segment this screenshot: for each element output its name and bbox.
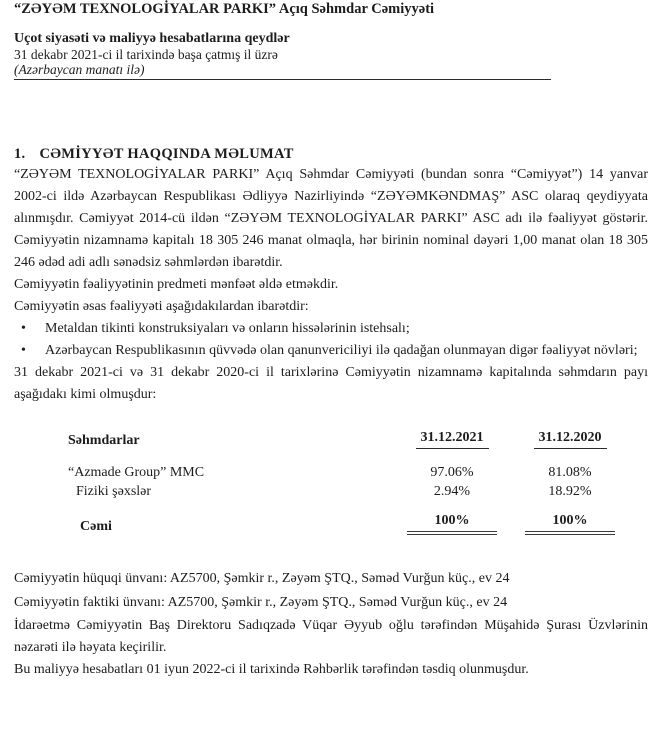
bullet-item bbox=[14, 340, 648, 362]
total-2021: 100% bbox=[407, 513, 497, 535]
table-row bbox=[68, 463, 615, 482]
address-block bbox=[14, 567, 648, 615]
share-2021: 97.06% bbox=[430, 465, 474, 480]
bullet-text: Metaldan tikinti konstruksiyaları və onların hissələrinin istehsalı; bbox=[45, 321, 410, 336]
table-header-2021: 31.12.2021 bbox=[407, 430, 497, 449]
share-2020: 18.92% bbox=[548, 484, 592, 499]
share-2020: 81.08% bbox=[548, 465, 592, 480]
table-total-row bbox=[68, 513, 615, 535]
paragraph-company-info: “ZƏYƏM TEXNOLOGİYALAR PARKI” Açıq Səhmdar Cəmiyyəti (bundan sonra “Cəmiyyət”) 14 yanvar 2002-ci ildə Azərbaycan Respublikası Ədliyyə Nazirliyində “ZƏYƏMKƏNDMAŞ” ASC olaraq qeydiyyata alınmışdır. Cəmiyyət 2014-cü ildən “ZƏYƏM TEXNOLOGİYALAR PARKI” ASC adı ilə fəaliyyət göstərir. Cəmiyyətin nizamnamə kapitalı 18 305 246 manat olmaqla, hər birinin nominal dəyəri 1,00 manat olan 18 305 246 ədəd adi adlı sənədsiz səhmlərdən ibarətdir. bbox=[14, 167, 648, 270]
table-spacer bbox=[68, 449, 615, 463]
section-number: 1. bbox=[14, 146, 26, 162]
document-header bbox=[14, 0, 648, 80]
shareholder-name: “Azmade Group” MMC bbox=[68, 465, 205, 480]
total-label: Cəmi bbox=[80, 519, 112, 534]
company-title: “ZƏYƏM TEXNOLOGİYALAR PARKI” Açıq Səhmdar Cəmiyyəti bbox=[14, 1, 435, 17]
report-meta bbox=[14, 31, 648, 80]
paragraph-approval: Bu maliyyə hesabatları 01 iyun 2022-ci il tarixində Rəhbərlik tərəfindən təsdiq olunmuşdur. bbox=[14, 662, 529, 677]
shareholder-name: Fiziki şəxslər bbox=[76, 484, 152, 499]
document-body bbox=[14, 164, 648, 681]
table-header-shareholders: Səhmdarlar bbox=[68, 433, 140, 448]
bullet-text: Azərbaycan Respublikasının qüvvədə olan qanunvericiliyi ilə qadağan olunmayan digər fəaliyyət növləri; bbox=[45, 343, 638, 358]
report-subtitle: Uçot siyasəti və maliyyə hesabatlarına qeydlər bbox=[14, 31, 290, 46]
table-spacer bbox=[68, 501, 615, 513]
currency-note: (Azərbaycan manatı ilə) bbox=[14, 62, 551, 80]
section-title: CƏMİYYƏT HAQQINDA MƏLUMAT bbox=[39, 146, 294, 162]
shareholders-table bbox=[68, 430, 615, 535]
table-row bbox=[68, 482, 615, 501]
total-2020: 100% bbox=[525, 513, 615, 535]
table-header-2020: 31.12.2020 bbox=[525, 430, 615, 449]
section-heading bbox=[14, 144, 648, 164]
legal-address: Cəmiyyətin hüquqi ünvanı: AZ5700, Şəmkir r., Zəyəm ŞTQ., Səməd Vurğun küç., ev 24 bbox=[14, 571, 510, 586]
paragraph-activities-intro: Cəmiyyətin əsas fəaliyyəti aşağıdakılardan ibarətdir: bbox=[14, 299, 309, 314]
bullet-marker-icon: • bbox=[21, 321, 26, 336]
bullet-item bbox=[14, 318, 648, 340]
report-period: 31 dekabr 2021-ci il tarixində başa çatmış il üzrə bbox=[14, 47, 278, 62]
table-header-row bbox=[68, 430, 615, 449]
paragraph-purpose: Cəmiyyətin fəaliyyətinin predmeti mənfəət əldə etməkdir. bbox=[14, 277, 339, 292]
paragraph-share-intro: 31 dekabr 2021-ci və 31 dekabr 2020-ci il tarixlərinə Cəmiyyətin nizamnamə kapitalında səhmdarın payı aşağıdakı kimi olmuşdur: bbox=[14, 365, 648, 402]
paragraph-management: İdarəetmə Cəmiyyətin Baş Direktoru Sadıqzadə Vüqar Əyyub oğlu tərəfindən Müşahidə Şurası Üzvlərinin nəzarəti ilə həyata keçirilir. bbox=[14, 618, 648, 655]
bullet-marker-icon: • bbox=[21, 343, 26, 358]
share-2021: 2.94% bbox=[433, 484, 471, 499]
actual-address: Cəmiyyətin faktiki ünvanı: AZ5700, Şəmkir r., Zəyəm ŞTQ., Səməd Vurğun küç., ev 24 bbox=[14, 595, 508, 610]
